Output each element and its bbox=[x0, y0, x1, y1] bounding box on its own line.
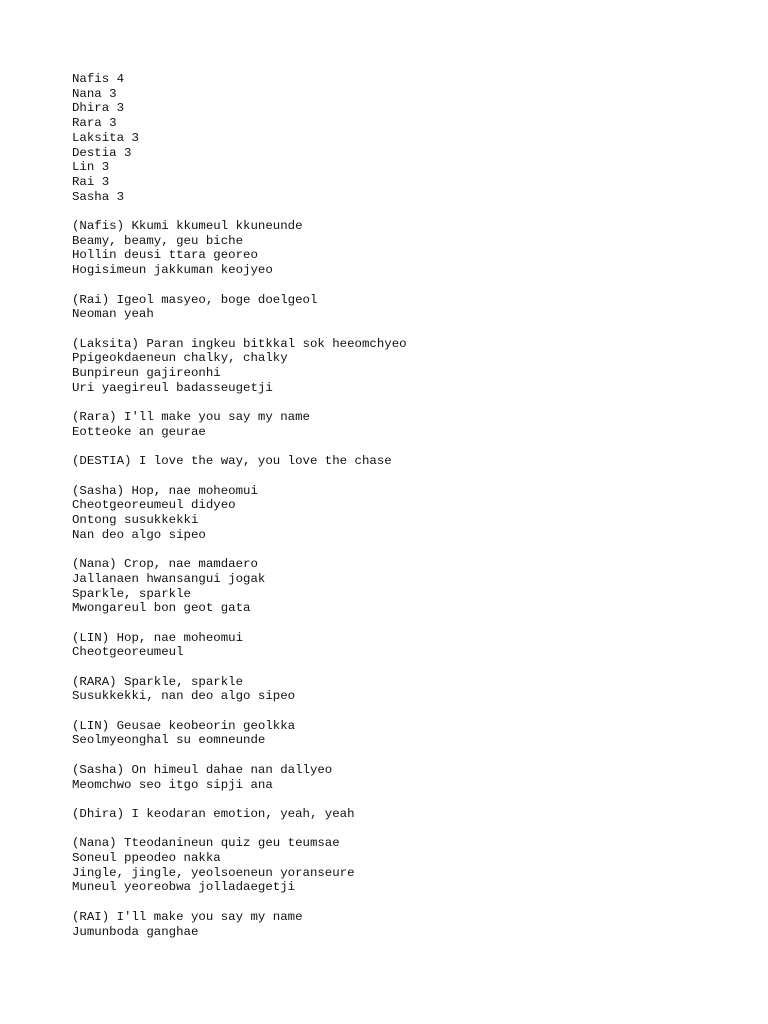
text-line: Ppigeokdaeneun chalky, chalky bbox=[72, 351, 288, 366]
text-line: Cheotgeoreumeul bbox=[72, 645, 184, 660]
text-line: Ontong susukkekki bbox=[72, 513, 199, 527]
text-line: Nafis 4 bbox=[72, 72, 125, 86]
text-line: Rara 3 bbox=[72, 116, 117, 131]
text-line: (LIN) Hop, nae moheomui bbox=[72, 630, 244, 645]
lyrics-stanza bbox=[72, 219, 744, 278]
lyrics-stanza bbox=[72, 807, 744, 822]
text-line: Hogisimeun jakkuman keojyeo bbox=[72, 263, 273, 278]
text-line: Beamy, beamy, geu biche bbox=[72, 233, 244, 248]
text-line: Laksita 3 bbox=[72, 130, 139, 145]
lyrics-stanza bbox=[72, 910, 744, 939]
text-line: Nana 3 bbox=[72, 86, 117, 101]
lyrics-stanza bbox=[72, 675, 744, 704]
text-line: Sparkle, sparkle bbox=[72, 586, 191, 601]
text-line: Nan deo algo sipeo bbox=[72, 527, 206, 542]
lyrics-stanza bbox=[72, 557, 744, 616]
text-line: Jingle, jingle, yeolsoeneun yoranseure bbox=[72, 865, 355, 880]
text-line: Bunpireun gajireonhi bbox=[72, 366, 221, 381]
lyrics-stanza bbox=[72, 337, 744, 396]
text-line: Destia 3 bbox=[72, 145, 132, 160]
lyrics-stanza bbox=[72, 293, 744, 322]
text-line: Dhira 3 bbox=[72, 101, 125, 116]
text-line: (Laksita) Paran ingkeu bitkkal sok heeomchyeo bbox=[72, 336, 407, 351]
text-line: Uri yaegireul badasseugetji bbox=[72, 380, 273, 395]
text-line: Hollin deusi ttara georeo bbox=[72, 248, 258, 263]
lyrics-text bbox=[72, 72, 744, 939]
text-line: Jallanaen hwansangui jogak bbox=[72, 571, 266, 586]
text-line: Meomchwo seo itgo sipji ana bbox=[72, 777, 273, 792]
text-line: Susukkekki, nan deo algo sipeo bbox=[72, 689, 296, 704]
text-line: (Nana) Tteodanineun quiz geu teumsae bbox=[72, 836, 340, 851]
text-line: (RARA) Sparkle, sparkle bbox=[72, 674, 244, 689]
text-line: (Sasha) On himeul dahae nan dallyeo bbox=[72, 762, 333, 777]
lyrics-stanza bbox=[72, 410, 744, 439]
text-line: (Sasha) Hop, nae moheomui bbox=[72, 483, 258, 498]
lyrics-stanza bbox=[72, 631, 744, 660]
text-line: Neoman yeah bbox=[72, 307, 154, 322]
text-line: Rai 3 bbox=[72, 174, 110, 189]
text-line: (Dhira) I keodaran emotion, yeah, yeah bbox=[72, 806, 355, 821]
text-line: Eotteoke an geurae bbox=[72, 424, 206, 439]
text-line: Sasha 3 bbox=[72, 189, 125, 204]
text-line: (Nafis) Kkumi kkumeul kkuneunde bbox=[72, 219, 303, 234]
text-line: Muneul yeoreobwa jolladaegetji bbox=[72, 880, 296, 895]
text-line: Cheotgeoreumeul didyeo bbox=[72, 498, 236, 513]
lyrics-stanza bbox=[72, 454, 744, 469]
text-line: Lin 3 bbox=[72, 160, 110, 175]
text-line: (DESTIA) I love the way, you love the chase bbox=[72, 454, 392, 469]
text-line: Mwongareul bon geot gata bbox=[72, 601, 251, 616]
lyrics-stanza bbox=[72, 763, 744, 792]
member-list-block bbox=[72, 72, 744, 204]
lyrics-stanza bbox=[72, 836, 744, 895]
text-line: (Rara) I'll make you say my name bbox=[72, 410, 310, 425]
text-line: Soneul ppeodeo nakka bbox=[72, 851, 221, 866]
lyrics-stanza bbox=[72, 484, 744, 543]
text-line: Jumunboda ganghae bbox=[72, 924, 199, 939]
text-line: Seolmyeonghal su eomneunde bbox=[72, 733, 266, 748]
lyrics-stanza bbox=[72, 719, 744, 748]
text-line: (Nana) Crop, nae mamdaero bbox=[72, 557, 258, 572]
text-line: (RAI) I'll make you say my name bbox=[72, 909, 303, 924]
text-line: (LIN) Geusae keobeorin geolkka bbox=[72, 718, 296, 733]
text-line: (Rai) Igeol masyeo, boge doelgeol bbox=[72, 292, 318, 307]
